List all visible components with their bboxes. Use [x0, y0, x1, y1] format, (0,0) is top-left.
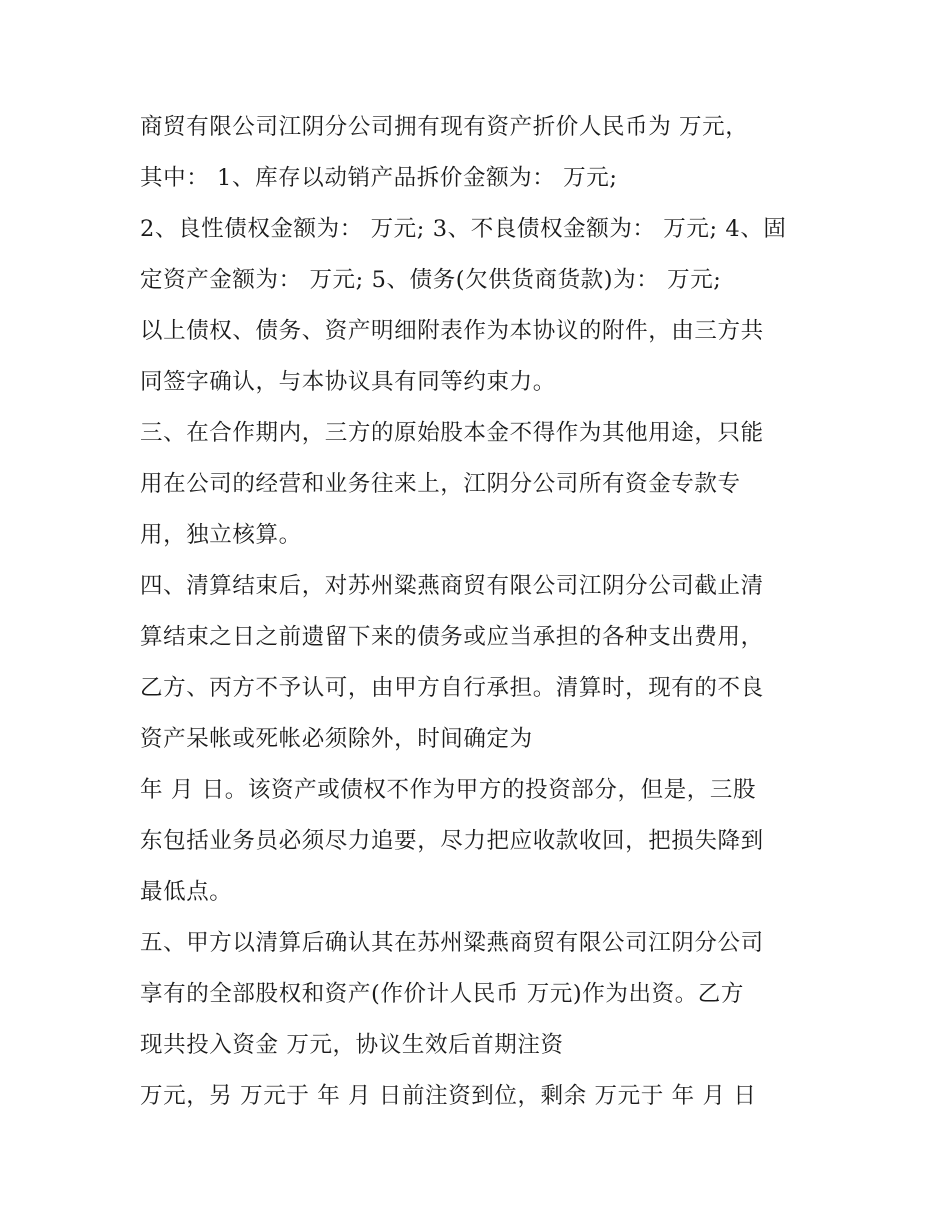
text-line: 四、清算结束后，对苏州粱燕商贸有限公司江阴分公司截止清 [140, 573, 764, 599]
text-line: 其中： 1、库存以动销产品拆价金额为： 万元; [140, 165, 618, 191]
text-line: 同签字确认，与本协议具有同等约束力。 [140, 369, 556, 395]
text-line: 用，独立核算。 [140, 522, 302, 548]
text-line: 东包括业务员必须尽力追要，尽力把应收款收回，把损失降到 [140, 828, 764, 854]
text-line: 享有的全部股权和资产(作价计人民币 万元)作为出资。乙方 [140, 981, 745, 1007]
text-line: 用在公司的经营和业务往来上，江阴分公司所有资金专款专 [140, 471, 741, 497]
text-line: 五、甲方以清算后确认其在苏州粱燕商贸有限公司江阴分公司 [140, 930, 764, 956]
text-line: 定资产金额为： 万元; 5、债务(欠供货商货款)为： 万元; [140, 267, 722, 293]
text-line: 资产呆帐或死帐必须除外，时间确定为 [140, 726, 533, 752]
text-line: 现共投入资金 万元，协议生效后首期注资 [140, 1032, 564, 1058]
text-line: 算结束之日之前遗留下来的债务或应当承担的各种支出费用， [140, 624, 764, 650]
text-line: 年 月 日。该资产或债权不作为甲方的投资部分，但是，三股 [140, 777, 757, 803]
text-line: 以上债权、债务、资产明细附表作为本协议的附件，由三方共 [140, 318, 764, 344]
text-line: 万元，另 万元于 年 月 日前注资到位，剩余 万元于 年 月 日 [140, 1083, 757, 1109]
text-line: 最低点。 [140, 879, 233, 905]
text-line: 三、在合作期内，三方的原始股本金不得作为其他用途，只能 [140, 420, 764, 446]
text-line: 商贸有限公司江阴分公司拥有现有资产折价人民币为 万元， [140, 114, 749, 140]
document-body [140, 102, 830, 1122]
text-line: 2、良性债权金额为： 万元; 3、不良债权金额为： 万元; 4、固 [140, 216, 787, 242]
text-line: 乙方、丙方不予认可，由甲方自行承担。清算时，现有的不良 [140, 675, 764, 701]
